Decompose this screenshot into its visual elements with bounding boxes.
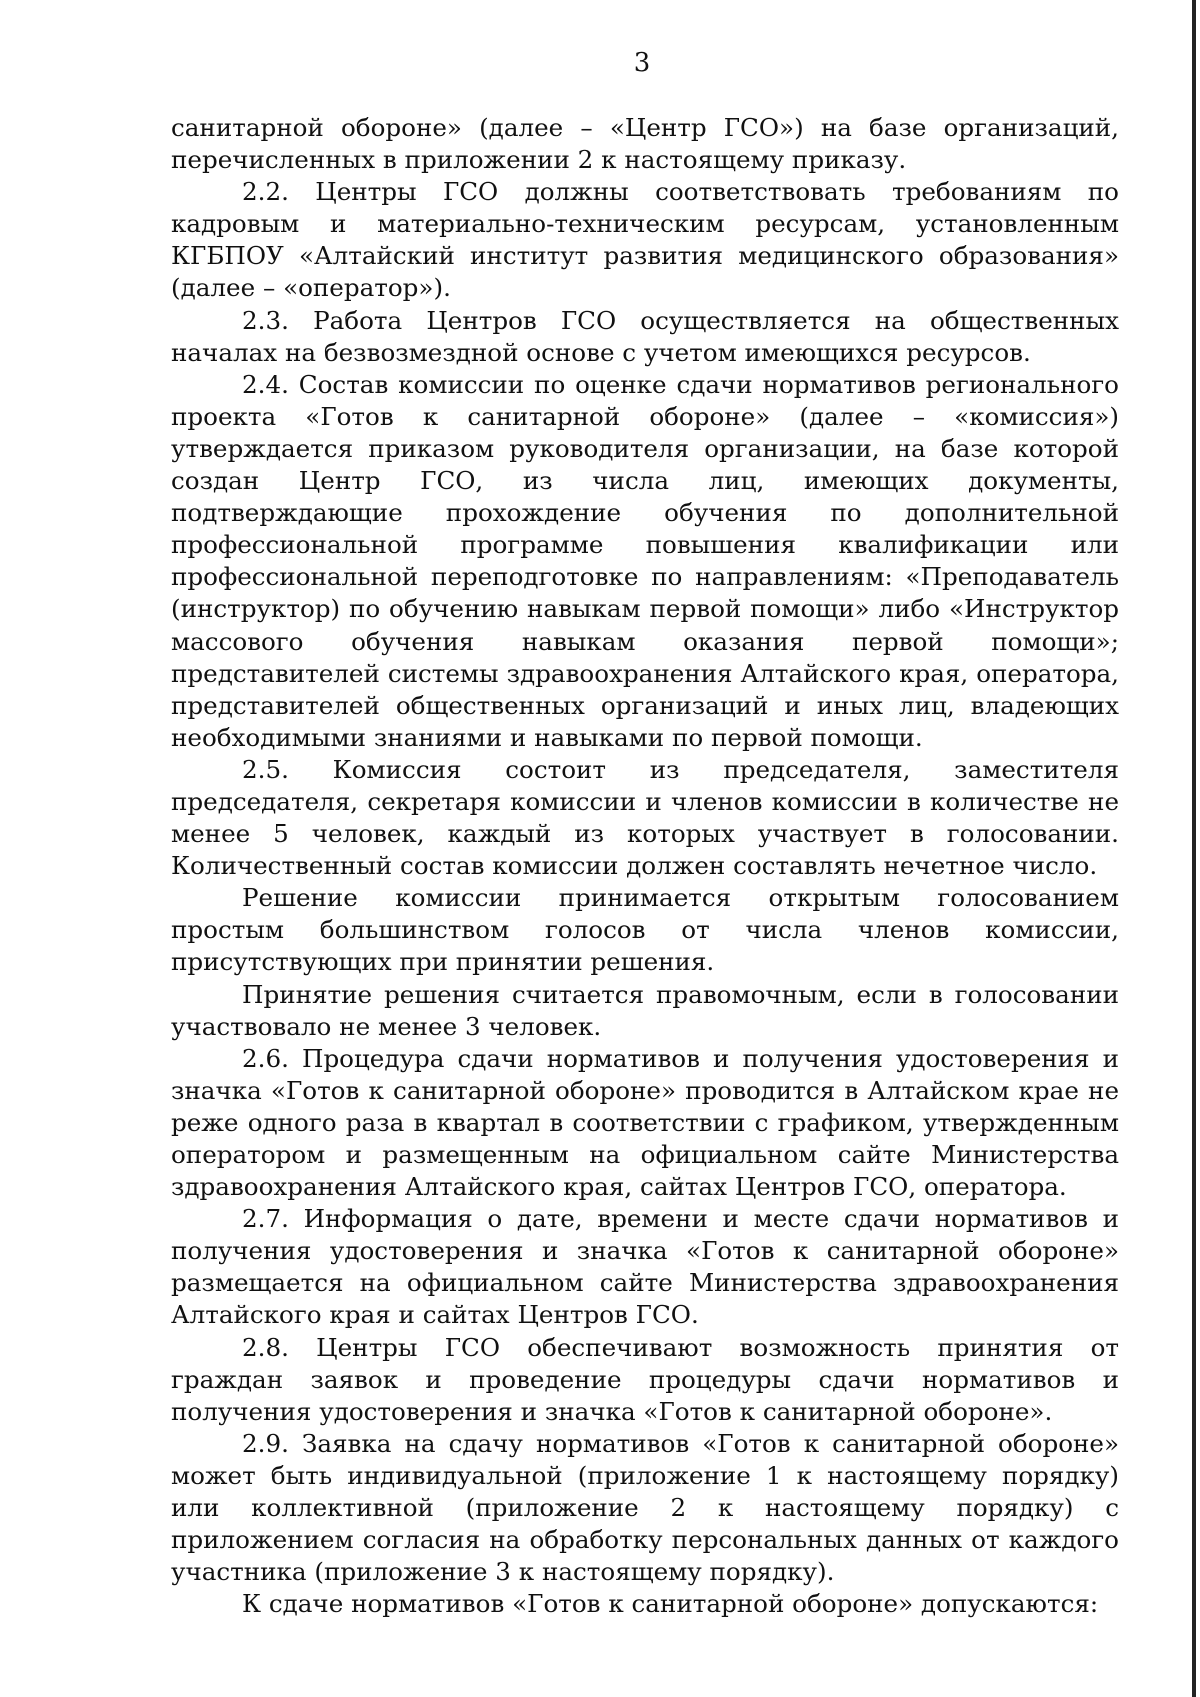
paragraph-continuation: санитарной обороне» (далее – «Центр ГСО») на базе организаций, перечисленных в приложении 2 к настоящему приказу. — [171, 113, 1119, 175]
paragraph-2-5: 2.5. Комиссия состоит из председателя, заместителя председателя, секретаря комиссии и членов комиссии в количестве не менее 5 человек, каждый из которых участвует в голосовании. Количественный состав комиссии должен составлять нечетное число. — [171, 754, 1119, 881]
paragraph-2-6: 2.6. Процедура сдачи нормативов и получения удостоверения и значка «Готов к санитарной обороне» проводится в Алтайском крае не реже одного раза в квартал в соответствии с графиком, утвержденным оператором и размещенным на официальном сайте Министерства здравоохранения Алтайского края, сайтах Центров ГСО, оператора. — [171, 1043, 1119, 1202]
paragraph-quorum: Принятие решения считается правомочным, если в голосовании участвовало не менее 3 человек. — [171, 979, 1119, 1041]
paragraph-2-2: 2.2. Центры ГСО должны соответствовать требованиям по кадровым и материально-техническим ресурсам, установленным КГБПОУ «Алтайский институт развития медицинского образования» (далее – «оператор»). — [171, 177, 1119, 303]
paragraph-2-8: 2.8. Центры ГСО обеспечивают возможность принятия от граждан заявок и проведение процедуры сдачи нормативов и получения удостоверения и значка «Готов к санитарной обороне». — [171, 1332, 1119, 1426]
paragraph-2-7: 2.7. Информация о дате, времени и месте сдачи нормативов и получения удостоверения и значка «Готов к санитарной обороне» размещается на официальном сайте Министерства здравоохранения Алтайского края и сайтах Центров ГСО. — [171, 1204, 1119, 1330]
paragraph-2-3: 2.3. Работа Центров ГСО осуществляется на общественных началах на безвозмездной основе с учетом имеющихся ресурсов. — [171, 305, 1119, 367]
paragraph-decision: Решение комиссии принимается открытым голосованием простым большинством голосов от числа членов комиссии, присутствующих при принятии решения. — [171, 883, 1119, 977]
paragraph-2-4: 2.4. Состав комиссии по оценке сдачи нормативов регионального проекта «Готов к санитарной обороне» (далее – «комиссия») утверждается приказом руководителя организации, на базе которой создан Центр ГСО, из числа лиц, имеющих документы, подтверждающие прохождение обучения по дополнительной профессиональной программе повышения квалификации или профессиональной переподготовке по направлениям: «Преподаватель (инструктор) по обучению навыкам первой помощи» либо «Инструктор массового обучения навыкам оказания первой помощи»; представителей системы здравоохранения Алтайского края, оператора, представителей общественных организаций и иных лиц, владеющих необходимыми знаниями и навыками по первой помощи. — [171, 369, 1119, 752]
document-body — [171, 112, 1119, 1620]
paragraph-admission: К сдаче нормативов «Готов к санитарной обороне» допускаются: — [242, 1589, 1099, 1619]
page-number: 3 — [633, 48, 651, 78]
paragraph-2-9: 2.9. Заявка на сдачу нормативов «Готов к санитарной обороне» может быть индивидуальной (приложение 1 к настоящему порядку) или коллективной (приложение 2 к настоящему порядку) с приложением согласия на обработку персональных данных от каждого участника (приложение 3 к настоящему порядку). — [171, 1428, 1119, 1587]
